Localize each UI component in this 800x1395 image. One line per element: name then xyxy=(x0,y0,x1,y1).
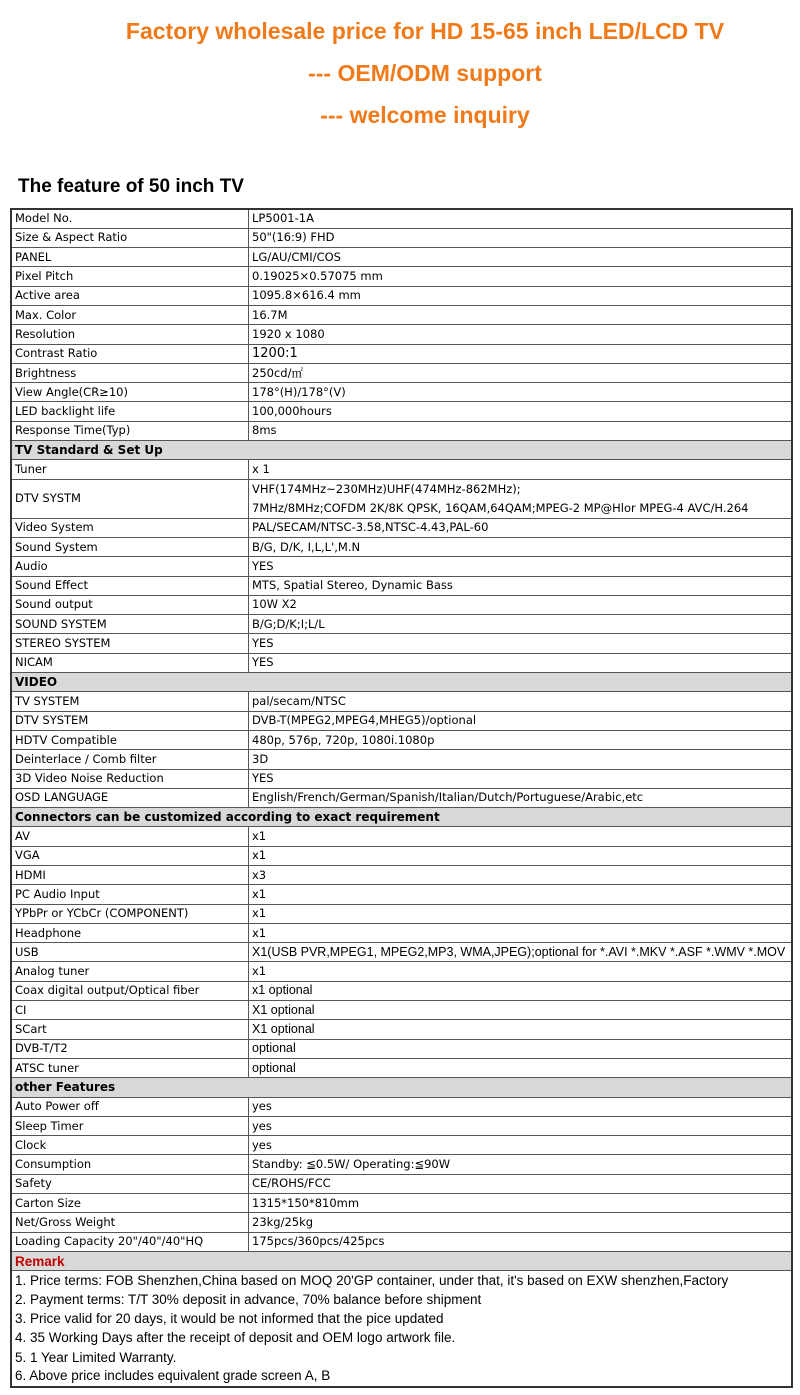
spec-row xyxy=(11,305,792,324)
section-title: VIDEO xyxy=(11,673,792,692)
spec-label: Size & Aspect Ratio xyxy=(11,228,249,247)
spec-row xyxy=(11,1097,792,1116)
spec-row xyxy=(11,730,792,749)
spec-label: Consumption xyxy=(11,1155,249,1174)
spec-label: Resolution xyxy=(11,325,249,344)
spec-row xyxy=(11,904,792,923)
headline-inquiry: --- welcome inquiry xyxy=(320,102,530,128)
spec-value: x3 xyxy=(249,866,793,885)
spec-value: DVB-T(MPEG2,MPEG4,MHEG5)/optional xyxy=(249,711,793,730)
spec-label: Pixel Pitch xyxy=(11,267,249,286)
spec-label: Max. Color xyxy=(11,305,249,324)
spec-label: STEREO SYSTEM xyxy=(11,634,249,653)
spec-value: Standby: ≦0.5W/ Operating:≦90W xyxy=(249,1155,793,1174)
spec-label: Carton Size xyxy=(11,1194,249,1213)
section-title: other Features xyxy=(11,1078,792,1097)
spec-label: Headphone xyxy=(11,923,249,942)
spec-label: PANEL xyxy=(11,248,249,267)
spec-value: YES xyxy=(249,557,793,576)
spec-row xyxy=(11,383,792,402)
dtv-line-1: VHF(174MHz~230MHz)UHF(474MHz-862MHz); xyxy=(252,481,521,496)
spec-row xyxy=(11,557,792,576)
remark-text: 3. Price valid for 20 days, it would be not informed that the pice updated xyxy=(11,1309,792,1328)
spec-value: x 1 xyxy=(249,460,793,479)
spec-value: x1 xyxy=(249,885,793,904)
spec-label: DTV SYSTEM xyxy=(11,711,249,730)
spec-label: Model No. xyxy=(11,209,249,228)
spec-value: 1200:1 xyxy=(249,344,793,363)
spec-value: 1095.8×616.4 mm xyxy=(249,286,793,305)
spec-label: 3D Video Noise Reduction xyxy=(11,769,249,788)
spec-label: Coax digital output/Optical fiber xyxy=(11,981,249,1000)
spec-row xyxy=(11,286,792,305)
spec-row xyxy=(11,228,792,247)
spec-row xyxy=(11,518,792,537)
spec-value: optional xyxy=(249,1039,793,1058)
spec-value: LG/AU/CMI/COS xyxy=(249,248,793,267)
remark-text: 4. 35 Working Days after the receipt of deposit and OEM logo artwork file. xyxy=(11,1329,792,1348)
spec-row xyxy=(11,537,792,556)
spec-label: HDTV Compatible xyxy=(11,730,249,749)
spec-row xyxy=(11,479,792,518)
spec-row xyxy=(11,421,792,440)
spec-label: CI xyxy=(11,1001,249,1020)
spec-value: YES xyxy=(249,653,793,672)
spec-row xyxy=(11,363,792,382)
spec-value: X1(USB PVR,MPEG1, MPEG2,MP3, WMA,JPEG);optional for *.AVI *.MKV *.ASF *.WMV *.MOV xyxy=(249,943,793,962)
spec-row xyxy=(11,962,792,981)
spec-label: Analog tuner xyxy=(11,962,249,981)
spec-row xyxy=(11,769,792,788)
spec-value xyxy=(249,479,793,518)
spec-label: Sound System xyxy=(11,537,249,556)
spec-row xyxy=(11,209,792,228)
spec-row xyxy=(11,634,792,653)
spec-value: pal/secam/NTSC xyxy=(249,692,793,711)
spec-row xyxy=(11,846,792,865)
spec-label: View Angle(CR≥10) xyxy=(11,383,249,402)
spec-value: 100,000hours xyxy=(249,402,793,421)
spec-value: 10W X2 xyxy=(249,595,793,614)
remark-line xyxy=(11,1290,792,1309)
dtv-line-2: 7MHz/8MHz;COFDM 2K/8K QPSK, 16QAM,64QAM;MPEG-2 MP@Hlor MPEG-4 AVC/H.264 xyxy=(252,500,749,515)
section-header-remark xyxy=(11,1251,792,1270)
spec-label: Sound Effect xyxy=(11,576,249,595)
spec-value: 16.7M xyxy=(249,305,793,324)
section-title: TV Standard & Set Up xyxy=(11,441,792,460)
spec-row xyxy=(11,1039,792,1058)
spec-value: 8ms xyxy=(249,421,793,440)
spec-label: Video System xyxy=(11,518,249,537)
remark-text: 2. Payment terms: T/T 30% deposit in advance, 70% balance before shipment xyxy=(11,1290,792,1309)
section-header-other-features xyxy=(11,1078,792,1097)
remark-line xyxy=(11,1367,792,1386)
spec-row xyxy=(11,885,792,904)
spec-label: Loading Capacity 20"/40"/40"HQ xyxy=(11,1232,249,1251)
remark-text: 1. Price terms: FOB Shenzhen,China based on MOQ 20'GP container, under that, it's based on EXW shenzhen,Factory xyxy=(11,1271,792,1290)
spec-value: x1 optional xyxy=(249,981,793,1000)
spec-row xyxy=(11,1001,792,1020)
spec-row xyxy=(11,1213,792,1232)
spec-label: Deinterlace / Comb filter xyxy=(11,750,249,769)
spec-value: yes xyxy=(249,1136,793,1155)
spec-value: yes xyxy=(249,1116,793,1135)
spec-value: 1315*150*810mm xyxy=(249,1194,793,1213)
spec-label: YPbPr or YCbCr (COMPONENT) xyxy=(11,904,249,923)
spec-label: Audio xyxy=(11,557,249,576)
spec-row xyxy=(11,595,792,614)
spec-label: Sleep Timer xyxy=(11,1116,249,1135)
spec-label: Brightness xyxy=(11,363,249,382)
spec-row xyxy=(11,943,792,962)
spec-value: B/G;D/K;I;L/L xyxy=(249,615,793,634)
spec-value: YES xyxy=(249,769,793,788)
spec-value: 1920 x 1080 xyxy=(249,325,793,344)
spec-label: ATSC tuner xyxy=(11,1058,249,1077)
spec-row xyxy=(11,866,792,885)
spec-row xyxy=(11,692,792,711)
spec-label: SCart xyxy=(11,1020,249,1039)
spec-row xyxy=(11,615,792,634)
spec-value: MTS, Spatial Stereo, Dynamic Bass xyxy=(249,576,793,595)
spec-label: SOUND SYSTEM xyxy=(11,615,249,634)
spec-row xyxy=(11,981,792,1000)
spec-row xyxy=(11,788,792,807)
spec-label: Sound output xyxy=(11,595,249,614)
spec-label: Clock xyxy=(11,1136,249,1155)
spec-value: 0.19025×0.57075 mm xyxy=(249,267,793,286)
spec-row xyxy=(11,460,792,479)
spec-row xyxy=(11,1020,792,1039)
spec-value: 250cd/㎡ xyxy=(249,363,793,382)
spec-row xyxy=(11,576,792,595)
spec-value: optional xyxy=(249,1058,793,1077)
spec-value: yes xyxy=(249,1097,793,1116)
spec-row xyxy=(11,325,792,344)
spec-label: Contrast Ratio xyxy=(11,344,249,363)
spec-value: 480p, 576p, 720p, 1080i.1080p xyxy=(249,730,793,749)
spec-value: X1 optional xyxy=(249,1001,793,1020)
spec-label: Response Time(Typ) xyxy=(11,421,249,440)
headline-oem-odm: --- OEM/ODM support xyxy=(308,60,542,86)
spec-value: B/G, D/K, I,L,L',M.N xyxy=(249,537,793,556)
spec-value: x1 xyxy=(249,923,793,942)
spec-row xyxy=(11,267,792,286)
spec-label: AV xyxy=(11,827,249,846)
spec-label: NICAM xyxy=(11,653,249,672)
spec-value: LP5001-1A xyxy=(249,209,793,228)
spec-value: 50"(16:9) FHD xyxy=(249,228,793,247)
spec-label: Auto Power off xyxy=(11,1097,249,1116)
remark-line xyxy=(11,1348,792,1367)
spec-row xyxy=(11,1194,792,1213)
spec-row xyxy=(11,344,792,363)
spec-row xyxy=(11,248,792,267)
spec-value: YES xyxy=(249,634,793,653)
spec-value: CE/ROHS/FCC xyxy=(249,1174,793,1193)
spec-row xyxy=(11,1232,792,1251)
spec-label: Net/Gross Weight xyxy=(11,1213,249,1232)
spec-value: 23kg/25kg xyxy=(249,1213,793,1232)
remark-text: 6. Above price includes equivalent grade screen A, B xyxy=(11,1367,792,1386)
spec-label: Active area xyxy=(11,286,249,305)
spec-label: PC Audio Input xyxy=(11,885,249,904)
spec-row xyxy=(11,1155,792,1174)
spec-label: OSD LANGUAGE xyxy=(11,788,249,807)
spec-label: DTV SYSTM xyxy=(11,479,249,518)
spec-label: DVB-T/T2 xyxy=(11,1039,249,1058)
section-header-connectors xyxy=(11,808,792,827)
spec-row xyxy=(11,653,792,672)
remark-line xyxy=(11,1271,792,1290)
spec-label: USB xyxy=(11,943,249,962)
remark-line xyxy=(11,1329,792,1348)
spec-row xyxy=(11,923,792,942)
spec-row xyxy=(11,750,792,769)
section-title: Connectors can be customized according to exact requirement xyxy=(11,808,792,827)
spec-row xyxy=(11,711,792,730)
spec-label: Safety xyxy=(11,1174,249,1193)
section-header-video xyxy=(11,673,792,692)
spec-value: x1 xyxy=(249,962,793,981)
spec-label: VGA xyxy=(11,846,249,865)
spec-value: PAL/SECAM/NTSC-3.58,NTSC-4.43,PAL-60 xyxy=(249,518,793,537)
feature-title: The feature of 50 inch TV xyxy=(18,176,244,197)
spec-value: X1 optional xyxy=(249,1020,793,1039)
spec-value: 175pcs/360pcs/425pcs xyxy=(249,1232,793,1251)
spec-row xyxy=(11,1136,792,1155)
spec-value: English/French/German/Spanish/Italian/Dutch/Portuguese/Arabic,etc xyxy=(249,788,793,807)
spec-row xyxy=(11,827,792,846)
section-header-tv-standard xyxy=(11,441,792,460)
spec-label: LED backlight life xyxy=(11,402,249,421)
spec-value: x1 xyxy=(249,846,793,865)
spec-row xyxy=(11,1116,792,1135)
spec-value: 178°(H)/178°(V) xyxy=(249,383,793,402)
spec-label: Tuner xyxy=(11,460,249,479)
headline-wholesale: Factory wholesale price for HD 15-65 inch LED/LCD TV xyxy=(125,18,725,44)
spec-value: x1 xyxy=(249,904,793,923)
spec-label: TV SYSTEM xyxy=(11,692,249,711)
spec-table xyxy=(10,208,793,1388)
spec-row xyxy=(11,1174,792,1193)
spec-value: x1 xyxy=(249,827,793,846)
remark-text: 5. 1 Year Limited Warranty. xyxy=(11,1348,792,1367)
spec-row xyxy=(11,1058,792,1077)
remark-title: Remark xyxy=(11,1251,792,1270)
remark-line xyxy=(11,1309,792,1328)
spec-label: HDMI xyxy=(11,866,249,885)
spec-row xyxy=(11,402,792,421)
spec-value: 3D xyxy=(249,750,793,769)
